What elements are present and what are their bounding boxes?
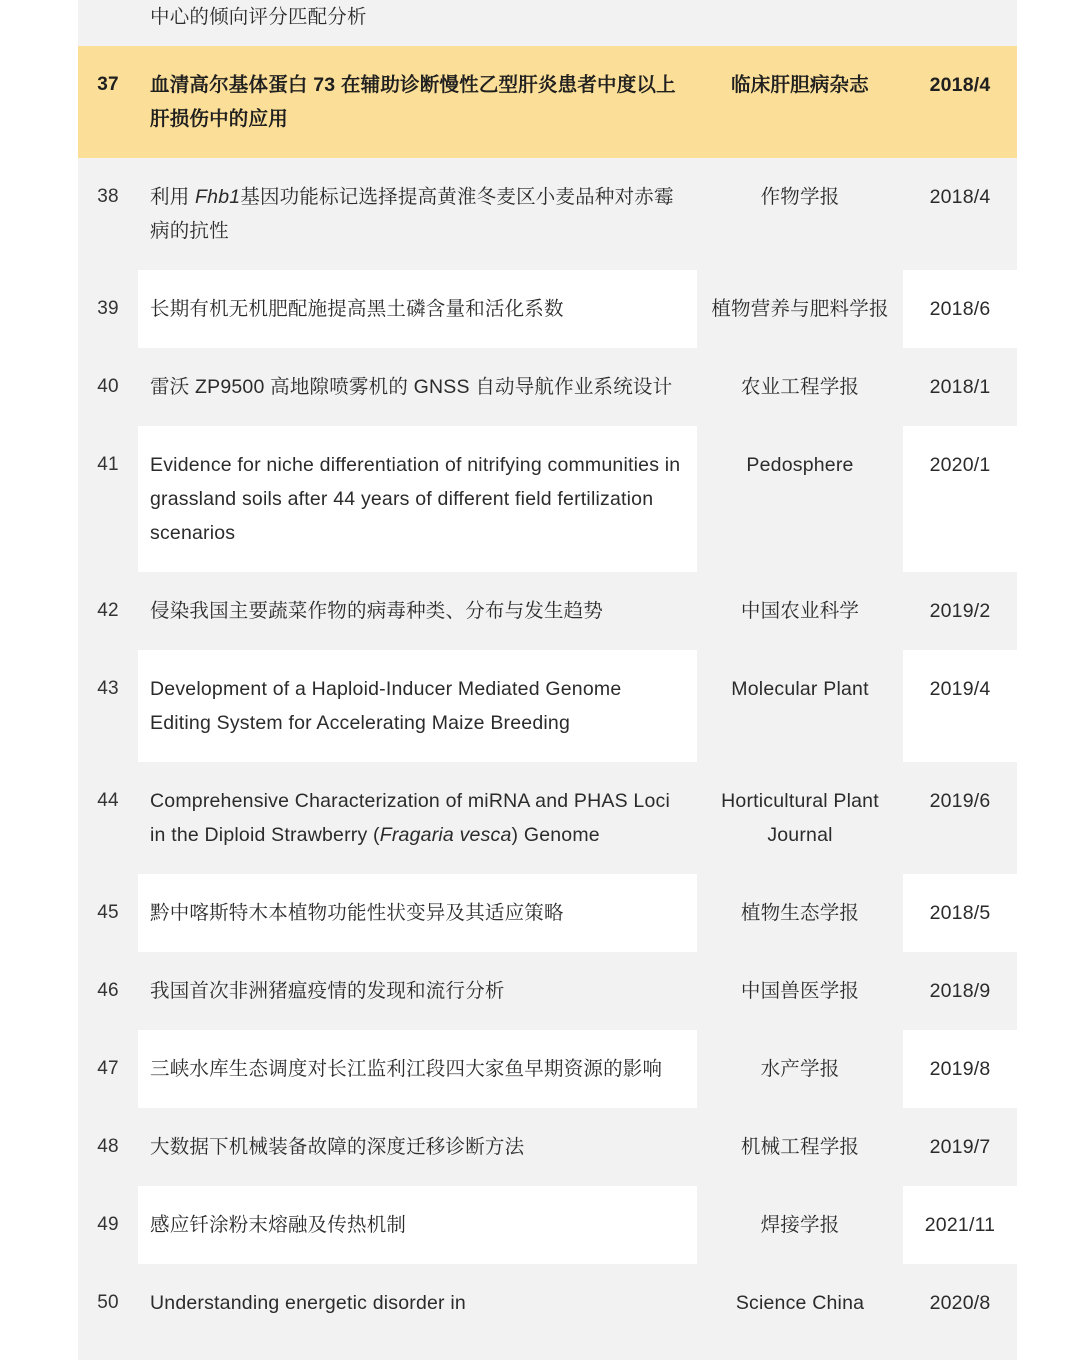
table-row-partial-top bbox=[78, 0, 1017, 46]
row-title: 大数据下机械装备故障的深度迁移诊断方法 bbox=[150, 1136, 525, 1158]
row-title-prefix: 利用 bbox=[150, 186, 196, 208]
row-date bbox=[903, 0, 1017, 46]
row-title: 黔中喀斯特木本植物功能性状变异及其适应策略 bbox=[138, 874, 697, 952]
row-title: 中心的倾向评分匹配分析 bbox=[150, 6, 367, 28]
row-journal: Horticultural Plant Journal bbox=[721, 790, 879, 846]
row-number: 47 bbox=[97, 1058, 119, 1079]
row-title-suffix: ) Genome bbox=[511, 824, 600, 846]
table-row[interactable] bbox=[78, 1108, 1017, 1186]
row-title: 我国首次非洲猪瘟疫情的发现和流行分析 bbox=[150, 980, 505, 1002]
row-journal: Pedosphere bbox=[746, 454, 854, 476]
row-journal: 中国农业科学 bbox=[740, 600, 860, 622]
row-title: 侵染我国主要蔬菜作物的病毒种类、分布与发生趋势 bbox=[150, 600, 604, 622]
row-title-italic-species: Fragaria vesca bbox=[379, 824, 512, 846]
row-number: 45 bbox=[97, 902, 119, 923]
table-row[interactable] bbox=[78, 1030, 1017, 1108]
row-title: Evidence for niche differentiation of nitrifying communities in grassland soils after 44 years of different field fertilization scenarios bbox=[138, 426, 697, 572]
row-journal: Molecular Plant bbox=[731, 678, 869, 700]
row-title bbox=[138, 158, 697, 270]
row-journal: 植物营养与肥料学报 bbox=[711, 298, 889, 320]
row-title: 三峡水库生态调度对长江监利江段四大家鱼早期资源的影响 bbox=[138, 1030, 697, 1108]
row-number: 38 bbox=[97, 186, 119, 207]
row-date: 2018/4 bbox=[929, 186, 991, 208]
row-date: 2019/2 bbox=[929, 600, 991, 622]
publications-table bbox=[78, 0, 1017, 1360]
row-journal: 中国兽医学报 bbox=[740, 980, 860, 1002]
table-row[interactable] bbox=[78, 46, 1017, 158]
row-number: 46 bbox=[97, 980, 119, 1001]
row-number: 40 bbox=[97, 376, 119, 397]
row-title: 血清高尔基体蛋白 73 在辅助诊断慢性乙型肝炎患者中度以上肝损伤中的应用 bbox=[150, 74, 676, 130]
row-title: 长期有机无机肥配施提高黑土磷含量和活化系数 bbox=[138, 270, 697, 348]
row-title-italic-gene: Fhb1 bbox=[195, 186, 241, 208]
row-journal: 作物学报 bbox=[760, 186, 840, 208]
row-number: 50 bbox=[97, 1292, 119, 1313]
row-journal: 水产学报 bbox=[760, 1058, 840, 1080]
row-date: 2018/9 bbox=[929, 980, 991, 1002]
row-number: 44 bbox=[97, 790, 119, 811]
row-date: 2019/4 bbox=[903, 650, 1017, 762]
row-date: 2018/5 bbox=[903, 874, 1017, 952]
row-date: 2019/6 bbox=[929, 790, 991, 812]
table-row[interactable] bbox=[78, 952, 1017, 1030]
row-title bbox=[138, 762, 697, 874]
row-journal: 植物生态学报 bbox=[740, 902, 860, 924]
table-row[interactable] bbox=[78, 348, 1017, 426]
row-number: 41 bbox=[97, 454, 119, 475]
row-title: 雷沃 ZP9500 高地隙喷雾机的 GNSS 自动导航作业系统设计 bbox=[150, 376, 673, 398]
table-row[interactable] bbox=[78, 270, 1017, 348]
row-journal: 焊接学报 bbox=[760, 1214, 840, 1236]
row-date: 2018/1 bbox=[929, 376, 991, 398]
row-number bbox=[78, 0, 138, 46]
row-title: Understanding energetic disorder in bbox=[150, 1292, 466, 1314]
row-title: 感应钎涂粉末熔融及传热机制 bbox=[138, 1186, 697, 1264]
row-title-prefix: Comprehensive Characterization of miRNA and PHAS Loci in the Diploid Strawberry ( bbox=[150, 790, 670, 846]
row-number: 48 bbox=[97, 1136, 119, 1157]
row-journal: 临床肝胆病杂志 bbox=[731, 74, 869, 96]
table-row[interactable] bbox=[78, 1264, 1017, 1360]
row-date: 2020/1 bbox=[903, 426, 1017, 572]
row-number: 43 bbox=[97, 678, 119, 699]
row-date: 2018/6 bbox=[903, 270, 1017, 348]
row-date: 2021/11 bbox=[903, 1186, 1017, 1264]
row-number: 39 bbox=[97, 298, 119, 319]
row-date: 2018/4 bbox=[929, 74, 991, 96]
row-journal: 农业工程学报 bbox=[740, 376, 860, 398]
row-title-suffix: 基因功能标记选择提高黄淮冬麦区小麦品种对赤霉病的抗性 bbox=[150, 186, 674, 242]
row-journal: 机械工程学报 bbox=[740, 1136, 860, 1158]
row-date: 2019/7 bbox=[929, 1136, 991, 1158]
row-date: 2019/8 bbox=[903, 1030, 1017, 1108]
table-row[interactable] bbox=[78, 572, 1017, 650]
table-row[interactable] bbox=[78, 650, 1017, 762]
table-row[interactable] bbox=[78, 1186, 1017, 1264]
table-row[interactable] bbox=[78, 158, 1017, 270]
table-row[interactable] bbox=[78, 426, 1017, 572]
table-row[interactable] bbox=[78, 762, 1017, 874]
row-title: Development of a Haploid-Inducer Mediated Genome Editing System for Accelerating Maize Breeding bbox=[138, 650, 697, 762]
row-number: 42 bbox=[97, 600, 119, 621]
row-journal bbox=[697, 0, 903, 46]
row-number: 49 bbox=[97, 1214, 119, 1235]
row-date: 2020/8 bbox=[929, 1292, 991, 1314]
table-row[interactable] bbox=[78, 874, 1017, 952]
row-number: 37 bbox=[97, 74, 119, 95]
row-journal: Science China bbox=[735, 1292, 865, 1314]
